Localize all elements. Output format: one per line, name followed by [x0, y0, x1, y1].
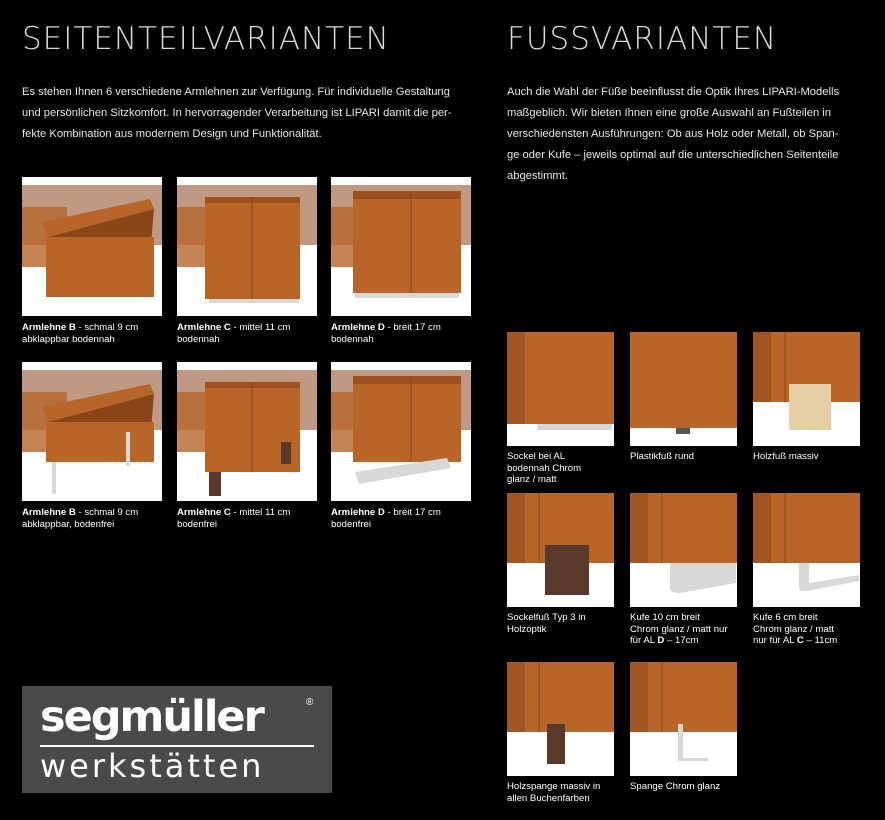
armrest-b-floor-near-image [22, 177, 162, 316]
right-intro-line: ge oder Kufe – jeweils optimal auf die unterschiedlichen Seitenteile [507, 149, 839, 161]
armrest-name: Armlehne C [177, 322, 231, 333]
armrest-caption: Armlehne D - breit 17 cm bodenfrei [331, 507, 441, 530]
left-intro [22, 82, 468, 145]
right-intro-line: Auch die Wahl der Füße beeinflusst die Optik Ihres LIPARI-Modells [507, 86, 840, 98]
foot-caption: Kufe 6 cm breit Chrom glanz / matt nur für AL C – 11cm [753, 612, 838, 646]
left-intro-line: und persönlichen Sitzkomfort. In hervorragender Verarbeitung ist LIPARI damit die per- [22, 107, 452, 119]
foot-caption: Kufe 10 cm breit Chrom glanz / matt nur für AL D – 17cm [630, 612, 728, 646]
right-title: FUSSVARIANTEN [507, 21, 778, 57]
foot-chrome-bracket-image [630, 662, 737, 776]
foot-wood-solid-image [753, 332, 860, 446]
left-intro-line: fekte Kombination aus modernem Design und Funktionalität. [22, 128, 322, 140]
foot-plastic-round-image [630, 332, 737, 446]
armrest-b-floor-free-image [22, 362, 162, 501]
foot-caption: Holzfuß massiv [753, 451, 819, 462]
armrest-name: Armlehne C [177, 507, 231, 518]
registered-mark: ® [306, 697, 314, 708]
foot-caption: Holzspange massiv in allen Buchenfarben [507, 781, 601, 804]
armrest-caption: Armlehne C - mittel 11 cm bodennah [177, 322, 291, 345]
foot-skid-10cm-image [630, 493, 737, 607]
foot-caption: Sockelfuß Typ 3 in Holzoptik [507, 612, 586, 635]
armrest-c-floor-free-image [177, 362, 317, 501]
armrest-c-floor-near-image [177, 177, 317, 316]
logo-brand: segmüller [40, 692, 263, 742]
right-intro-line: maßgeblich. Wir bieten Ihnen eine große Auswahl an Fußteilen in [507, 107, 831, 119]
armrest-caption: Armlehne C - mittel 11 cm bodenfrei [177, 507, 291, 530]
armrest-caption: Armlehne B - schmal 9 cm abklappbar bodennah [22, 322, 139, 345]
armrest-name: Armlehne D [331, 507, 385, 518]
armrest-name: Armlehne B [22, 322, 76, 333]
armrest-caption: Armlehne B - schmal 9 cm abklappbar, bodenfrei [22, 507, 139, 530]
armrest-name: Armlehne B [22, 507, 76, 518]
foot-caption: Spange Chrom glanz [630, 781, 721, 792]
right-intro-line: abgestimmt. [507, 170, 568, 182]
armrest-d-floor-free-image [331, 362, 471, 501]
armrest-caption: Armlehne D - breit 17 cm bodennah [331, 322, 441, 345]
foot-wood-bracket-image [507, 662, 614, 776]
armrest-name: Armlehne D [331, 322, 385, 333]
right-intro [507, 82, 859, 187]
foot-caption: Sockel bei AL bodennah Chrom glanz / matt [507, 451, 582, 485]
logo-subtitle: werkstätten [40, 747, 265, 785]
foot-plinth-chrome-image [507, 332, 614, 446]
segmueller-logo [22, 686, 332, 793]
foot-plinth-type3-wood-image [507, 493, 614, 607]
right-intro-line: verschiedensten Ausführungen: Ob aus Holz oder Metall, ob Span- [507, 128, 839, 140]
foot-skid-6cm-image [753, 493, 860, 607]
armrest-d-floor-near-image [331, 177, 471, 316]
left-intro-line: Es stehen Ihnen 6 verschiedene Armlehnen zur Verfügung. Für individuelle Gestaltung [22, 86, 450, 98]
left-title: SEITENTEILVARIANTEN [22, 21, 390, 57]
foot-caption: Plastikfuß rund [630, 451, 694, 462]
